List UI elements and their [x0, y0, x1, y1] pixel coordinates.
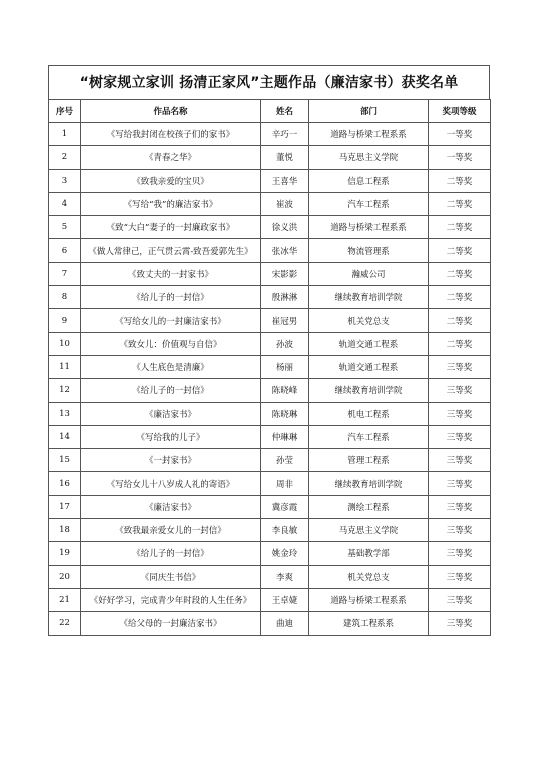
cell-index: 6 [49, 239, 81, 262]
cell-award-level: 三等奖 [429, 495, 491, 518]
cell-award-level: 三等奖 [429, 472, 491, 495]
cell-name: 李良敏 [261, 519, 309, 542]
cell-index: 13 [49, 402, 81, 425]
document-title: “树家规立家训 扬清正家风”主题作品（廉洁家书）获奖名单 [48, 65, 490, 99]
cell-index: 3 [49, 169, 81, 192]
cell-work-title: 《同庆生书信》 [81, 565, 261, 588]
cell-index: 10 [49, 332, 81, 355]
cell-work-title: 《写给“我”的廉洁家书》 [81, 192, 261, 215]
cell-award-level: 三等奖 [429, 425, 491, 448]
cell-work-title: 《好好学习，完成青少年时段的人生任务》 [81, 588, 261, 611]
cell-award-level: 二等奖 [429, 169, 491, 192]
table-row [49, 565, 491, 588]
cell-name: 李爽 [261, 565, 309, 588]
table-row [49, 519, 491, 542]
cell-work-title: 《廉洁家书》 [81, 495, 261, 518]
cell-name: 张冰华 [261, 239, 309, 262]
cell-work-title: 《人生底色是清廉》 [81, 355, 261, 378]
cell-award-level: 一等奖 [429, 146, 491, 169]
cell-name: 董悦 [261, 146, 309, 169]
cell-work-title: 《致“大白”妻子的一封廉政家书》 [81, 216, 261, 239]
cell-department: 继续教育培训学院 [309, 286, 429, 309]
cell-work-title: 《致女儿：价值观与自信》 [81, 332, 261, 355]
cell-index: 9 [49, 309, 81, 332]
cell-work-title: 《写给我的儿子》 [81, 425, 261, 448]
cell-department: 信息工程系 [309, 169, 429, 192]
cell-department: 物流管理系 [309, 239, 429, 262]
cell-index: 7 [49, 262, 81, 285]
cell-award-level: 三等奖 [429, 402, 491, 425]
cell-department: 基础教学部 [309, 542, 429, 565]
table-row [49, 123, 491, 146]
cell-name: 辛巧一 [261, 123, 309, 146]
table-row [49, 332, 491, 355]
cell-index: 11 [49, 355, 81, 378]
header-name: 姓名 [261, 100, 309, 123]
cell-name: 崔冠男 [261, 309, 309, 332]
table-row [49, 286, 491, 309]
cell-name: 陈晓峰 [261, 379, 309, 402]
cell-award-level: 二等奖 [429, 239, 491, 262]
cell-work-title: 《给儿子的一封信》 [81, 379, 261, 402]
cell-award-level: 三等奖 [429, 449, 491, 472]
cell-name: 曲迪 [261, 612, 309, 635]
cell-award-level: 二等奖 [429, 192, 491, 215]
cell-award-level: 二等奖 [429, 309, 491, 332]
table-row [49, 472, 491, 495]
cell-index: 1 [49, 123, 81, 146]
cell-work-title: 《致我亲爱的宝贝》 [81, 169, 261, 192]
cell-work-title: 《给儿子的一封信》 [81, 286, 261, 309]
table-row [49, 239, 491, 262]
cell-name: 孙莹 [261, 449, 309, 472]
table-row [49, 402, 491, 425]
cell-index: 22 [49, 612, 81, 635]
table-row [49, 449, 491, 472]
award-table [48, 99, 491, 636]
cell-work-title: 《廉洁家书》 [81, 402, 261, 425]
cell-name: 仲琳琳 [261, 425, 309, 448]
table-row [49, 216, 491, 239]
cell-department: 瀚威公司 [309, 262, 429, 285]
cell-index: 20 [49, 565, 81, 588]
cell-work-title: 《写给我封闭在校孩子们的家书》 [81, 123, 261, 146]
table-row [49, 425, 491, 448]
cell-work-title: 《致丈夫的一封家书》 [81, 262, 261, 285]
header-index: 序号 [49, 100, 81, 123]
cell-name: 孙波 [261, 332, 309, 355]
cell-department: 道路与桥梁工程系系 [309, 123, 429, 146]
cell-index: 17 [49, 495, 81, 518]
cell-name: 周非 [261, 472, 309, 495]
table-row [49, 169, 491, 192]
cell-department: 建筑工程系系 [309, 612, 429, 635]
table-row [49, 495, 491, 518]
table-row [49, 146, 491, 169]
cell-work-title: 《致我最亲爱女儿的一封信》 [81, 519, 261, 542]
cell-department: 机电工程系 [309, 402, 429, 425]
cell-index: 14 [49, 425, 81, 448]
cell-department: 马克思主义学院 [309, 519, 429, 542]
cell-department: 汽车工程系 [309, 192, 429, 215]
cell-name: 姚金玲 [261, 542, 309, 565]
table-row [49, 612, 491, 635]
cell-department: 机关党总支 [309, 565, 429, 588]
cell-name: 殷淋淋 [261, 286, 309, 309]
cell-index: 12 [49, 379, 81, 402]
cell-department: 继续教育培训学院 [309, 379, 429, 402]
table-row [49, 355, 491, 378]
table-body [49, 123, 491, 636]
cell-index: 16 [49, 472, 81, 495]
cell-name: 杨丽 [261, 355, 309, 378]
cell-index: 8 [49, 286, 81, 309]
table-row [49, 309, 491, 332]
cell-work-title: 《给父母的一封廉洁家书》 [81, 612, 261, 635]
cell-award-level: 三等奖 [429, 565, 491, 588]
cell-name: 陈晓琳 [261, 402, 309, 425]
cell-award-level: 三等奖 [429, 379, 491, 402]
cell-department: 管理工程系 [309, 449, 429, 472]
cell-award-level: 三等奖 [429, 612, 491, 635]
cell-department: 道路与桥梁工程系系 [309, 216, 429, 239]
cell-award-level: 二等奖 [429, 216, 491, 239]
cell-index: 4 [49, 192, 81, 215]
header-department: 部门 [309, 100, 429, 123]
table-row [49, 192, 491, 215]
cell-award-level: 三等奖 [429, 355, 491, 378]
cell-department: 测绘工程系 [309, 495, 429, 518]
cell-work-title: 《写给女儿十八岁成人礼的寄语》 [81, 472, 261, 495]
cell-name: 王喜华 [261, 169, 309, 192]
cell-department: 道路与桥梁工程系系 [309, 588, 429, 611]
cell-award-level: 二等奖 [429, 286, 491, 309]
cell-index: 2 [49, 146, 81, 169]
cell-work-title: 《一封家书》 [81, 449, 261, 472]
cell-name: 王卓婕 [261, 588, 309, 611]
cell-department: 汽车工程系 [309, 425, 429, 448]
cell-work-title: 《写给女儿的一封廉洁家书》 [81, 309, 261, 332]
cell-department: 继续教育培训学院 [309, 472, 429, 495]
table-row [49, 588, 491, 611]
cell-name: 宋影影 [261, 262, 309, 285]
cell-award-level: 三等奖 [429, 542, 491, 565]
cell-award-level: 三等奖 [429, 588, 491, 611]
cell-work-title: 《做人常律己，正气贯云霄-致吾爱郭先生》 [81, 239, 261, 262]
cell-index: 18 [49, 519, 81, 542]
cell-name: 冀彦霞 [261, 495, 309, 518]
cell-index: 5 [49, 216, 81, 239]
cell-index: 19 [49, 542, 81, 565]
cell-department: 机关党总支 [309, 309, 429, 332]
cell-name: 崔波 [261, 192, 309, 215]
cell-index: 21 [49, 588, 81, 611]
table-row [49, 379, 491, 402]
cell-award-level: 一等奖 [429, 123, 491, 146]
cell-department: 轨道交通工程系 [309, 355, 429, 378]
cell-department: 马克思主义学院 [309, 146, 429, 169]
cell-name: 徐义洪 [261, 216, 309, 239]
header-work-title: 作品名称 [81, 100, 261, 123]
cell-award-level: 三等奖 [429, 519, 491, 542]
table-row [49, 262, 491, 285]
table-header-row [49, 100, 491, 123]
award-list-sheet [48, 65, 490, 636]
cell-work-title: 《青春之华》 [81, 146, 261, 169]
header-award-level: 奖项等级 [429, 100, 491, 123]
cell-award-level: 二等奖 [429, 332, 491, 355]
cell-index: 15 [49, 449, 81, 472]
cell-award-level: 二等奖 [429, 262, 491, 285]
cell-department: 轨道交通工程系 [309, 332, 429, 355]
table-row [49, 542, 491, 565]
cell-work-title: 《给儿子的一封信》 [81, 542, 261, 565]
